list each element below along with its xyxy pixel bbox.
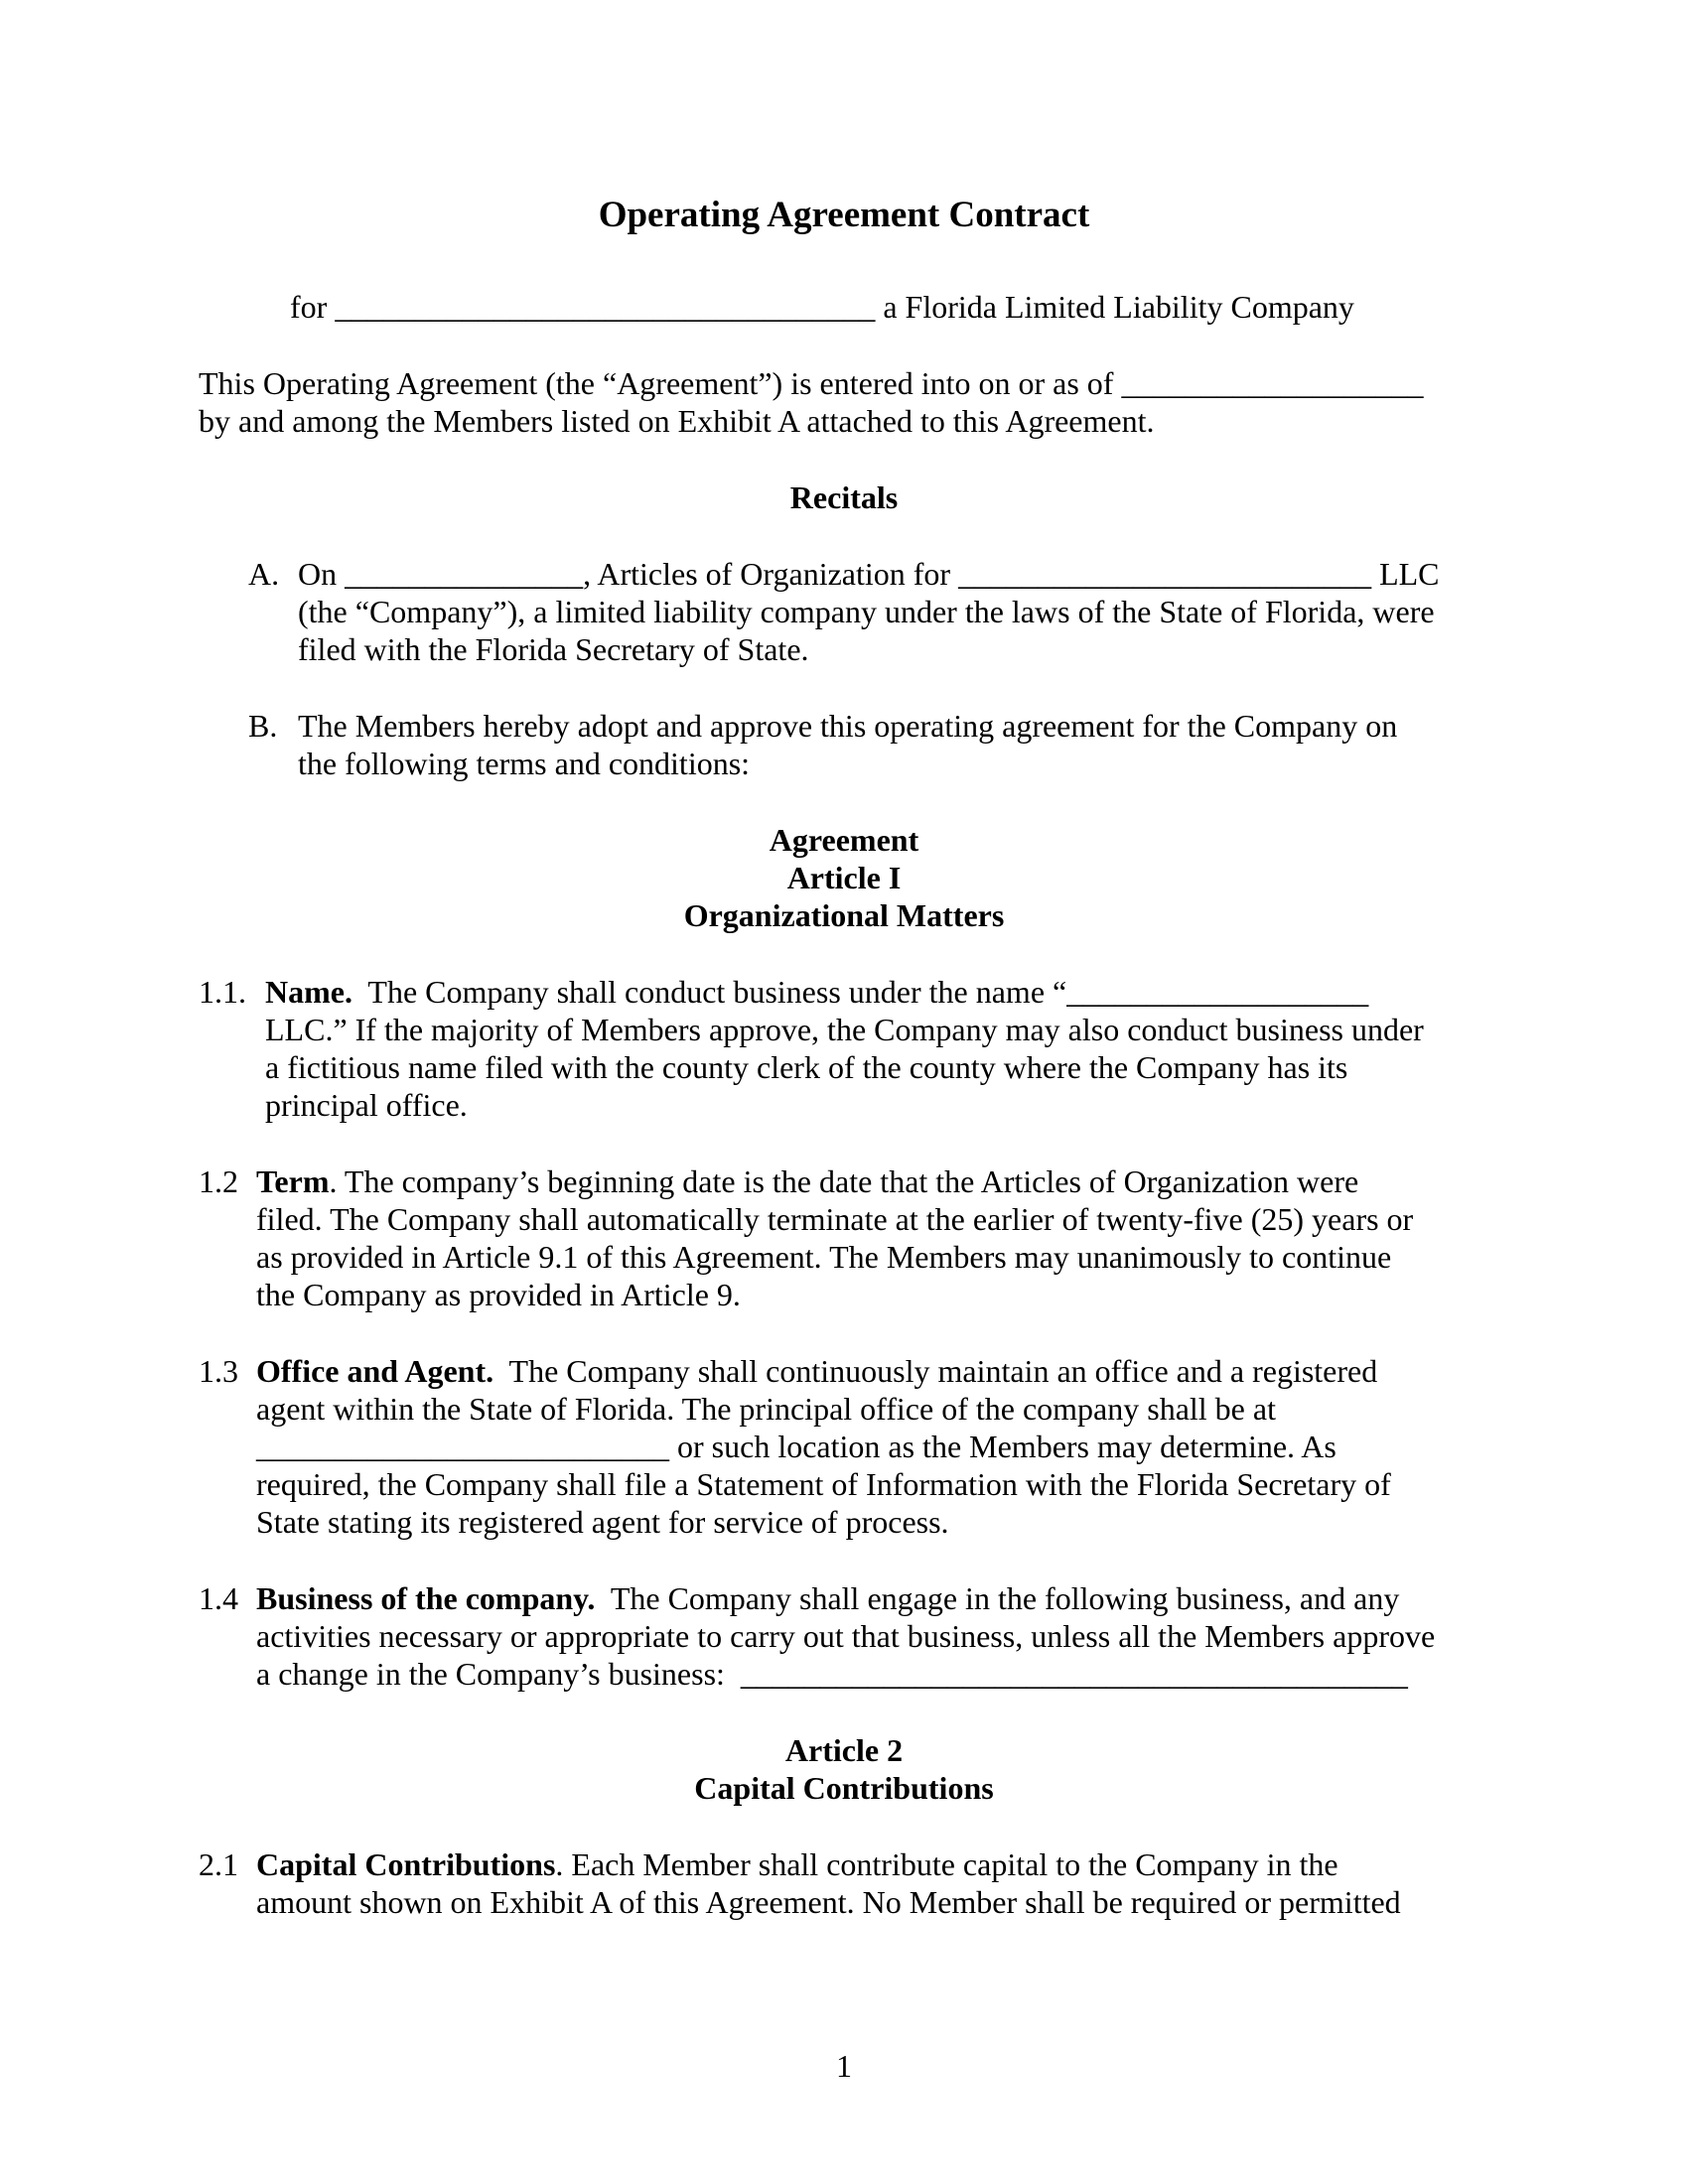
recital-b-label: B. bbox=[248, 708, 278, 744]
recitals-heading: Recitals bbox=[789, 479, 899, 515]
intro-line-2: by and among the Members listed on Exhibit A attached to this Agreement. bbox=[199, 403, 1155, 439]
section-1-1-number: 1.1. bbox=[199, 974, 246, 1010]
section-1-3-line-2: agent within the State of Florida. The principal office of the company shall be at bbox=[256, 1391, 1276, 1427]
page-number: 1 bbox=[836, 2048, 852, 2084]
section-1-3-number: 1.3 bbox=[199, 1353, 238, 1389]
section-1-3-line-3 bbox=[256, 1428, 1336, 1465]
recital-a-line-3: filed with the Florida Secretary of State. bbox=[298, 631, 809, 667]
agreement-date-blank: ___________________ bbox=[1121, 365, 1424, 401]
agreement-heading: Agreement bbox=[769, 822, 919, 858]
section-1-2-text: . The company’s beginning date is the date that the Articles of Organization were bbox=[329, 1163, 1359, 1199]
article-2-title: Capital Contributions bbox=[694, 1770, 994, 1806]
section-1-3-text: The Company shall continuously maintain an office and a registered bbox=[508, 1353, 1378, 1389]
section-2-1-number: 2.1 bbox=[199, 1846, 238, 1882]
section-1-4-line-1 bbox=[256, 1579, 1399, 1617]
articles-date-blank: _______________ bbox=[345, 556, 584, 592]
section-1-3-heading: Office and Agent. bbox=[256, 1353, 494, 1389]
section-1-2-line-4: the Company as provided in Article 9. bbox=[256, 1277, 741, 1312]
section-1-4-heading: Business of the company. bbox=[256, 1580, 596, 1616]
section-1-4-number: 1.4 bbox=[199, 1580, 238, 1616]
section-1-4-line-3-text: a change in the Company’s business: bbox=[256, 1656, 725, 1692]
recital-b-line-2: the following terms and conditions: bbox=[298, 746, 751, 781]
section-1-1-text: The Company shall conduct business under the name “ bbox=[367, 974, 1067, 1010]
section-1-2-number: 1.2 bbox=[199, 1163, 238, 1199]
llc-name-blank: __________________________ bbox=[958, 556, 1372, 592]
subtitle-suffix: a Florida Limited Liability Company bbox=[883, 289, 1354, 325]
recital-a-line-1 bbox=[298, 555, 1440, 593]
section-2-1-heading: Capital Contributions bbox=[256, 1846, 556, 1882]
section-1-2-line-1 bbox=[256, 1162, 1358, 1200]
company-name-blank: __________________________________ bbox=[335, 289, 876, 325]
section-1-2-heading: Term bbox=[256, 1163, 330, 1199]
section-1-1-line-4: principal office. bbox=[265, 1087, 468, 1123]
principal-office-blank: __________________________ bbox=[256, 1429, 669, 1464]
business-purpose-blank: __________________________________________ bbox=[740, 1656, 1408, 1692]
section-1-3-line-5: State stating its registered agent for service of process. bbox=[256, 1504, 949, 1540]
recital-a-llc: LLC bbox=[1379, 556, 1440, 592]
article-1-heading: Article I bbox=[786, 860, 902, 895]
section-2-1-text: . Each Member shall contribute capital to the Company in the bbox=[555, 1846, 1338, 1882]
section-2-1-line-1 bbox=[256, 1845, 1338, 1883]
section-1-3-line-1 bbox=[256, 1352, 1377, 1390]
section-1-1-heading: Name. bbox=[265, 974, 352, 1010]
section-1-2-line-2: filed. The Company shall automatically terminate at the earlier of twenty-five (25) years or bbox=[256, 1201, 1414, 1237]
recital-a-line-2: (the “Company”), a limited liability company under the laws of the State of Florida, were bbox=[298, 594, 1435, 629]
recital-a-on: On bbox=[298, 556, 338, 592]
recital-b-line-1: The Members hereby adopt and approve this operating agreement for the Company on bbox=[298, 708, 1398, 744]
intro-line-1 bbox=[199, 364, 1423, 402]
recital-a-label: A. bbox=[248, 556, 280, 592]
section-2-1-line-2: amount shown on Exhibit A of this Agreement. No Member shall be required or permitted bbox=[256, 1884, 1401, 1920]
subtitle-prefix: for bbox=[290, 289, 328, 325]
section-1-2-line-3: as provided in Article 9.1 of this Agreement. The Members may unanimously to continue bbox=[256, 1239, 1392, 1275]
recital-a-mid: , Articles of Organization for bbox=[583, 556, 951, 592]
section-1-1-line-2: LLC.” If the majority of Members approve, the Company may also conduct business under bbox=[265, 1012, 1424, 1047]
section-1-1-line-3: a fictitious name filed with the county clerk of the county where the Company has its bbox=[265, 1049, 1348, 1085]
article-1-title: Organizational Matters bbox=[683, 897, 1005, 933]
intro-text: This Operating Agreement (the “Agreement”) is entered into on or as of bbox=[199, 365, 1114, 401]
section-1-4-text: The Company shall engage in the following business, and any bbox=[610, 1580, 1400, 1616]
document-title: Operating Agreement Contract bbox=[598, 195, 1090, 235]
subtitle-line bbox=[290, 288, 1354, 326]
section-1-3-line-4: required, the Company shall file a Statement of Information with the Florida Secretary of bbox=[256, 1466, 1391, 1502]
section-1-4-line-3 bbox=[256, 1655, 1408, 1693]
business-name-blank: ___________________ bbox=[1066, 974, 1369, 1010]
section-1-1-line-1 bbox=[265, 973, 1368, 1011]
section-1-4-line-2: activities necessary or appropriate to carry out that business, unless all the Members approve bbox=[256, 1618, 1436, 1654]
section-1-3-line-3-text: or such location as the Members may determine. As bbox=[677, 1429, 1336, 1464]
article-2-heading: Article 2 bbox=[784, 1732, 904, 1768]
